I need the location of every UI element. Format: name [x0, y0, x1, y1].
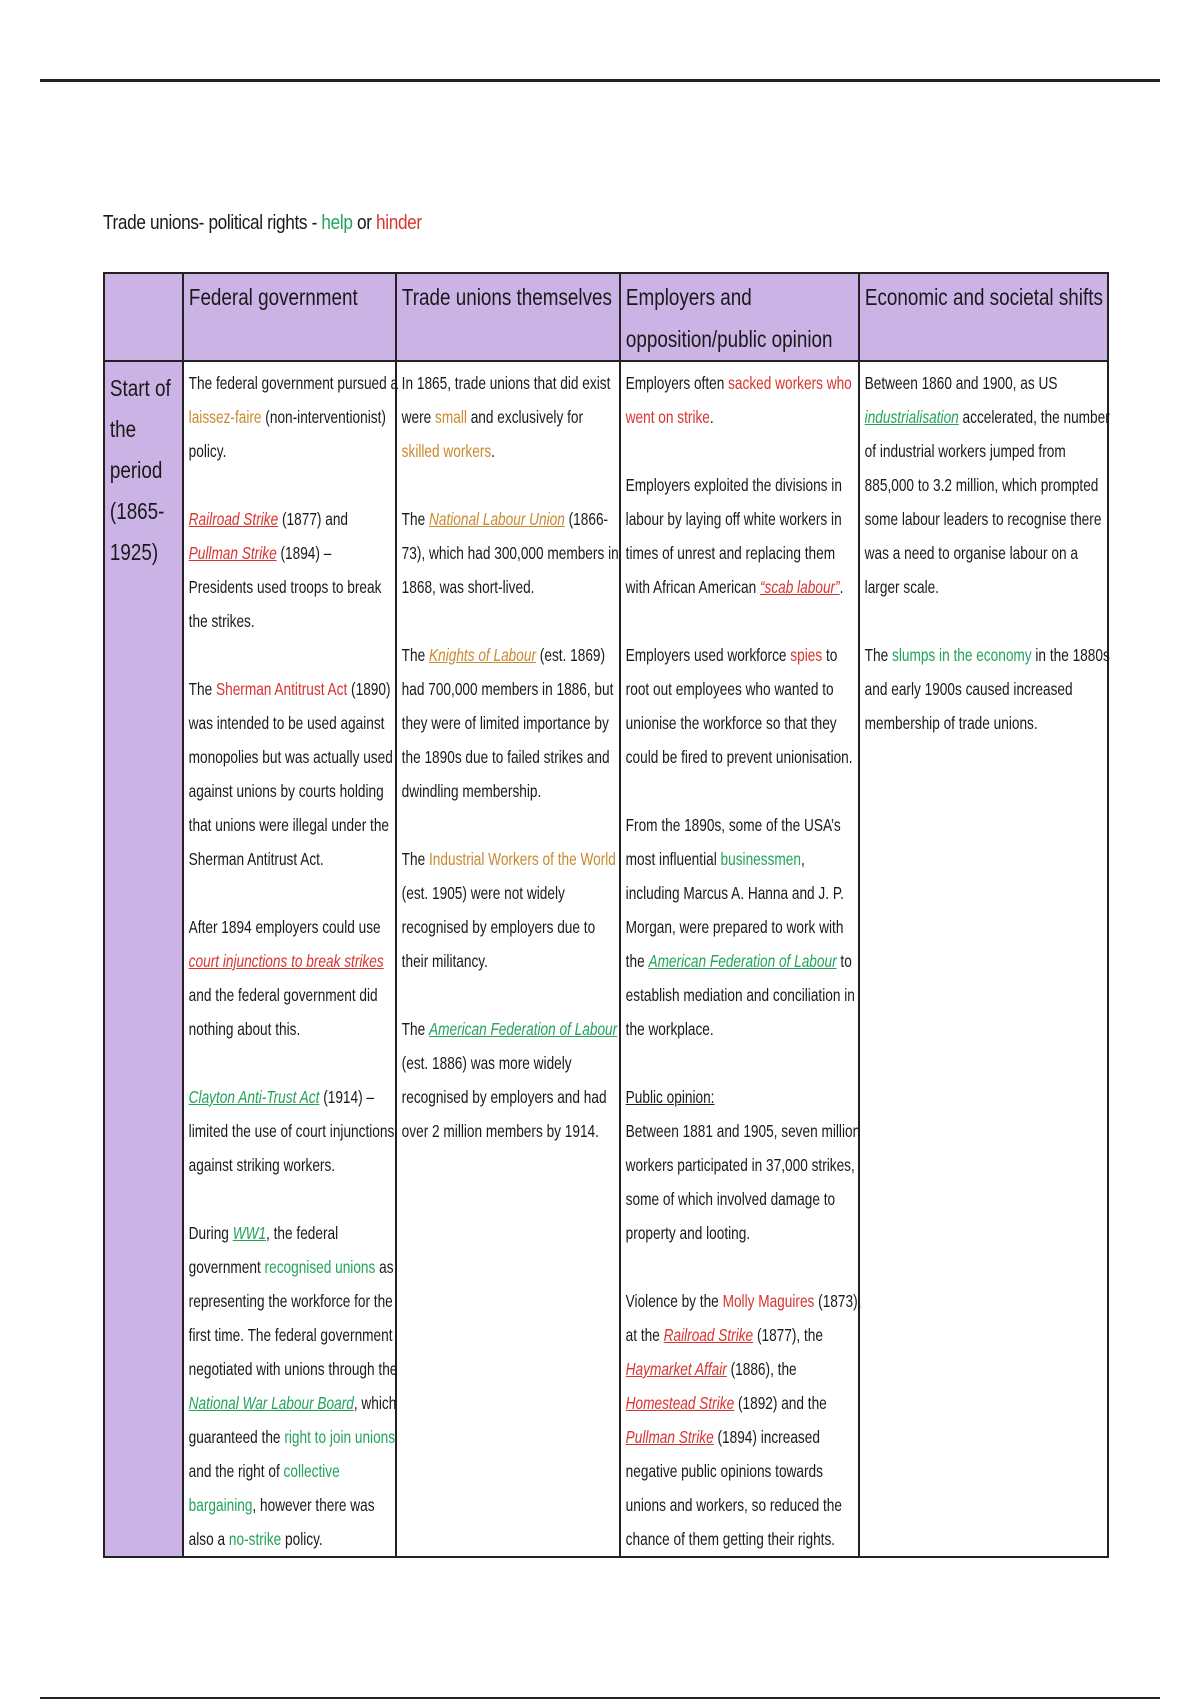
row-label: Start of the period (1865-1925) [104, 361, 183, 1557]
title-hinder: hinder [376, 212, 422, 234]
table-row [104, 361, 1108, 1557]
cell-unions [396, 361, 620, 1557]
employers-para-2: Employers exploited the divisions in labour by laying off white workers in times of unrest and replacing them with African American “scab labour”. [625, 475, 844, 597]
public-opinion-heading: Public opinion: [625, 1087, 715, 1107]
top-rule [40, 79, 1160, 82]
employers-para-6: Violence by the Molly Maguires (1873), at the Railroad Strike (1877), the Haymarket Affair (1886), the Homestead Strike (1892) and the Pullman Strike (1894) increased negative public opinions towards unions and workers, so reduced the chance of them getting their rights. [625, 1291, 862, 1549]
employers-para-5: Public opinion: Between 1881 and 1905, seven million workers participated in 37,000 strikes, some of which involved damage to property and looting. [625, 1087, 861, 1243]
federal-para-5: Clayton Anti-Trust Act (1914) – limited the use of court injunctions against striking workers. [188, 1087, 395, 1175]
federal-para-3: The Sherman Antitrust Act (1890) was intended to be used against monopolies but was actually used against unions by courts holding that unions were illegal under the Sherman Antitrust Act. [188, 679, 393, 869]
header-federal: Federal government [183, 273, 396, 361]
header-unions: Trade unions themselves [396, 273, 620, 361]
employers-para-3: Employers used workforce spies to root out employees who wanted to unionise the workforce so that they could be fired to prevent unionisation. [625, 645, 853, 767]
unions-para-4: The Industrial Workers of the World (est. 1905) were not widely recognised by employers due to their militancy. [401, 849, 616, 971]
header-employers: Employers and opposition/public opinion [620, 273, 859, 361]
unions-para-2: The National Labour Union (1866-73), which had 300,000 members in 1868, was short-lived. [401, 509, 619, 597]
economic-para-1: Between 1860 and 1900, as US industrialisation accelerated, the number of industrial workers jumped from 885,000 to 3.2 million, which prompted some labour leaders to recognise there was a need to organise labour on a larger scale. [864, 373, 1110, 597]
unions-para-1: In 1865, trade unions that did exist were small and exclusively for skilled workers. [401, 373, 611, 461]
cell-economic [859, 361, 1108, 1557]
bottom-rule [40, 1697, 1160, 1699]
title-main: Trade unions- political rights - [103, 212, 322, 234]
economic-para-2: The slumps in the economy in the 1880s and early 1900s caused increased membership of trade unions. [864, 645, 1110, 733]
header-row [104, 273, 1108, 361]
federal-para-2: Railroad Strike (1877) and Pullman Strike (1894) – Presidents used troops to break the strikes. [188, 509, 382, 631]
unions-para-3: The Knights of Labour (est. 1869) had 700,000 members in 1886, but they were of limited importance by the 1890s due to failed strikes and dwindling membership. [401, 645, 614, 801]
title-help: help [321, 212, 353, 234]
comparison-table [103, 272, 1109, 1558]
employers-para-1: Employers often sacked workers who went on strike. [625, 373, 852, 427]
cell-federal [183, 361, 399, 1557]
page-title [103, 212, 422, 235]
header-corner [104, 273, 183, 361]
header-economic: Economic and societal shifts [859, 273, 1108, 361]
employers-para-4: From the 1890s, some of the USA’s most influential businessmen, including Marcus A. Hanna and J. P. Morgan, were prepared to work with the American Federation of Labour to establish mediation and conciliation in the workplace. [625, 815, 855, 1039]
federal-para-6: During WW1, the federal government recognised unions as representing the workforce for the first time. The federal government negotiated with unions through the National War Labour Board, which guaranteed the right to join unions and the right of collective bargaining, however there was also a no-strike policy. [188, 1223, 398, 1549]
cell-employers [620, 361, 862, 1557]
unions-para-5: The American Federation of Labour (est. 1886) was more widely recognised by employers and had over 2 million members by 1914. [401, 1019, 618, 1141]
federal-para-4: After 1894 employers could use court injunctions to break strikes and the federal government did nothing about this. [188, 917, 384, 1039]
title-or: or [352, 212, 377, 234]
federal-para-1: The federal government pursued a laissez-faire (non-interventionist) policy. [188, 373, 399, 461]
